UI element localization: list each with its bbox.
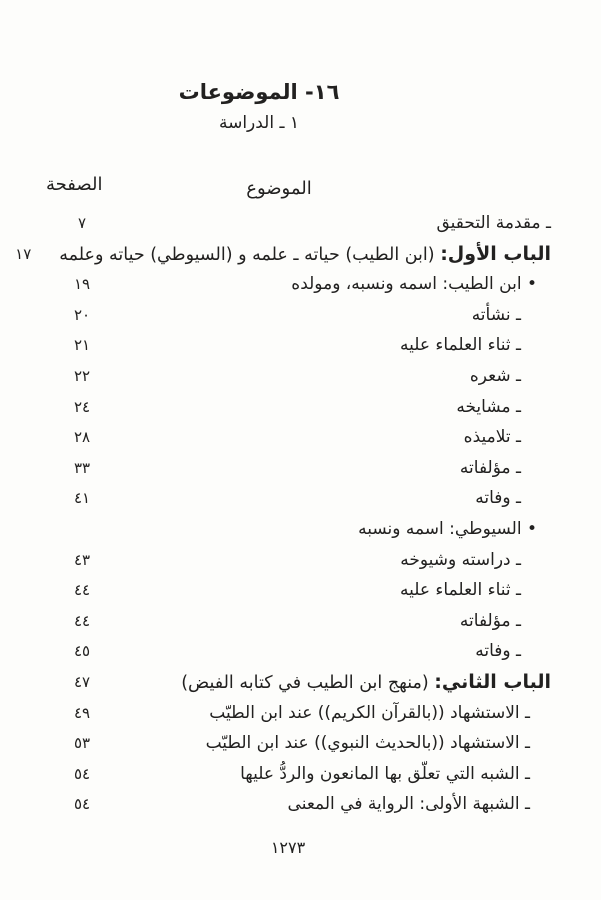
toc-entry-text: ـ مؤلفاته xyxy=(459,457,521,478)
toc-page-number: ٧ xyxy=(77,214,87,232)
toc-row xyxy=(46,639,551,670)
toc-page-number: ٤١ xyxy=(73,489,91,508)
toc-page-number: ٤٧ xyxy=(73,672,91,691)
toc-row xyxy=(46,517,551,548)
toc-row xyxy=(46,578,551,609)
toc-page-number: ٥٣ xyxy=(73,734,91,753)
toc-page-number: ٤٩ xyxy=(73,703,91,722)
toc-row xyxy=(46,272,551,303)
toc-page-number: ١٧ xyxy=(15,244,32,263)
toc-page-number: ٤٥ xyxy=(73,642,91,661)
toc-page-number: ٤٤ xyxy=(73,581,91,600)
toc-page-number: ٤٣ xyxy=(73,550,91,569)
toc-entry-text: ـ ثناء العلماء عليه xyxy=(400,580,521,601)
toc-entry-text: ـ الاستشهاد ((بالقرآن الكريم)) عند ابن الطيّب xyxy=(209,702,530,723)
toc-row xyxy=(46,303,551,334)
toc-row xyxy=(46,364,551,395)
table-of-contents xyxy=(15,211,551,823)
toc-entry-text: ـ وفاته xyxy=(475,488,521,509)
toc-page-number: ٢٤ xyxy=(73,397,91,416)
toc-row xyxy=(46,211,551,242)
page-title: ١٦- الموضوعات xyxy=(178,80,340,104)
toc-row xyxy=(46,762,551,793)
toc-row xyxy=(46,548,551,579)
chapter-label: الباب الأول: xyxy=(440,242,551,265)
toc-entry-text: ـ الشبه التي تعلّق بها المانعون والردُّ عليها xyxy=(240,763,530,784)
toc-page-number: ٢١ xyxy=(73,336,91,355)
toc-row xyxy=(46,701,551,732)
toc-page-number: ٤٤ xyxy=(73,611,91,630)
toc-page-number: ٢٢ xyxy=(73,366,91,385)
toc-row xyxy=(46,486,551,517)
chapter-description: (ابن الطيب) حياته ـ علمه و (السيوطي) حياته وعلمه xyxy=(59,244,441,265)
toc-row xyxy=(46,395,551,426)
folio-page-number: ١٢٧٣ xyxy=(270,838,306,857)
chapter-label: الباب الثاني: xyxy=(434,670,551,693)
toc-row-chapter xyxy=(15,242,551,273)
toc-row xyxy=(46,425,551,456)
column-header-page: الصفحة xyxy=(46,174,103,195)
toc-entry-text: ـ تلاميذه xyxy=(463,427,521,448)
toc-row xyxy=(46,731,551,762)
toc-row xyxy=(46,792,551,823)
toc-entry-text: ـ شعره xyxy=(469,365,521,386)
chapter-description: (منهج ابن الطيب في كتابه الفيض) xyxy=(181,672,435,693)
toc-entry-text: ـ الاستشهاد ((بالحديث النبوي)) عند ابن الطيّب xyxy=(205,733,530,754)
column-header-topic: الموضوع xyxy=(246,178,312,199)
toc-entry-text: ـ دراسته وشيوخه xyxy=(400,549,521,570)
toc-row xyxy=(46,333,551,364)
toc-entry-text: ـ ثناء العلماء عليه xyxy=(400,335,521,356)
toc-entry-text xyxy=(59,242,551,268)
title-block xyxy=(0,80,518,133)
toc-entry-text: ـ مقدمة التحقيق xyxy=(436,213,551,233)
toc-row-chapter xyxy=(46,670,551,701)
toc-entry-text: • السيوطي: اسمه ونسبه xyxy=(358,518,537,539)
toc-entry-text: • ابن الطيب: اسمه ونسبه، ومولده xyxy=(291,274,537,295)
toc-row xyxy=(46,456,551,487)
toc-row xyxy=(46,609,551,640)
toc-entry-text xyxy=(118,670,551,696)
toc-page-number: ١٩ xyxy=(73,275,91,294)
toc-page-number: ٥٤ xyxy=(73,795,91,814)
toc-entry-text: ـ وفاته xyxy=(475,641,521,662)
toc-page-number: ٣٣ xyxy=(73,458,91,477)
toc-entry-text: ـ مشايخه xyxy=(456,396,521,417)
toc-page-number: ٢٨ xyxy=(73,428,91,447)
toc-page-number: ٢٠ xyxy=(73,305,91,324)
page-subtitle: ١ ـ الدراسة xyxy=(218,113,300,133)
toc-page-number: ٥٤ xyxy=(73,764,91,783)
toc-entry-text: ـ الشبهة الأولى: الرواية في المعنى xyxy=(287,794,530,815)
toc-entry-text: ـ مؤلفاته xyxy=(459,610,521,631)
toc-entry-text: ـ نشأته xyxy=(471,304,521,325)
